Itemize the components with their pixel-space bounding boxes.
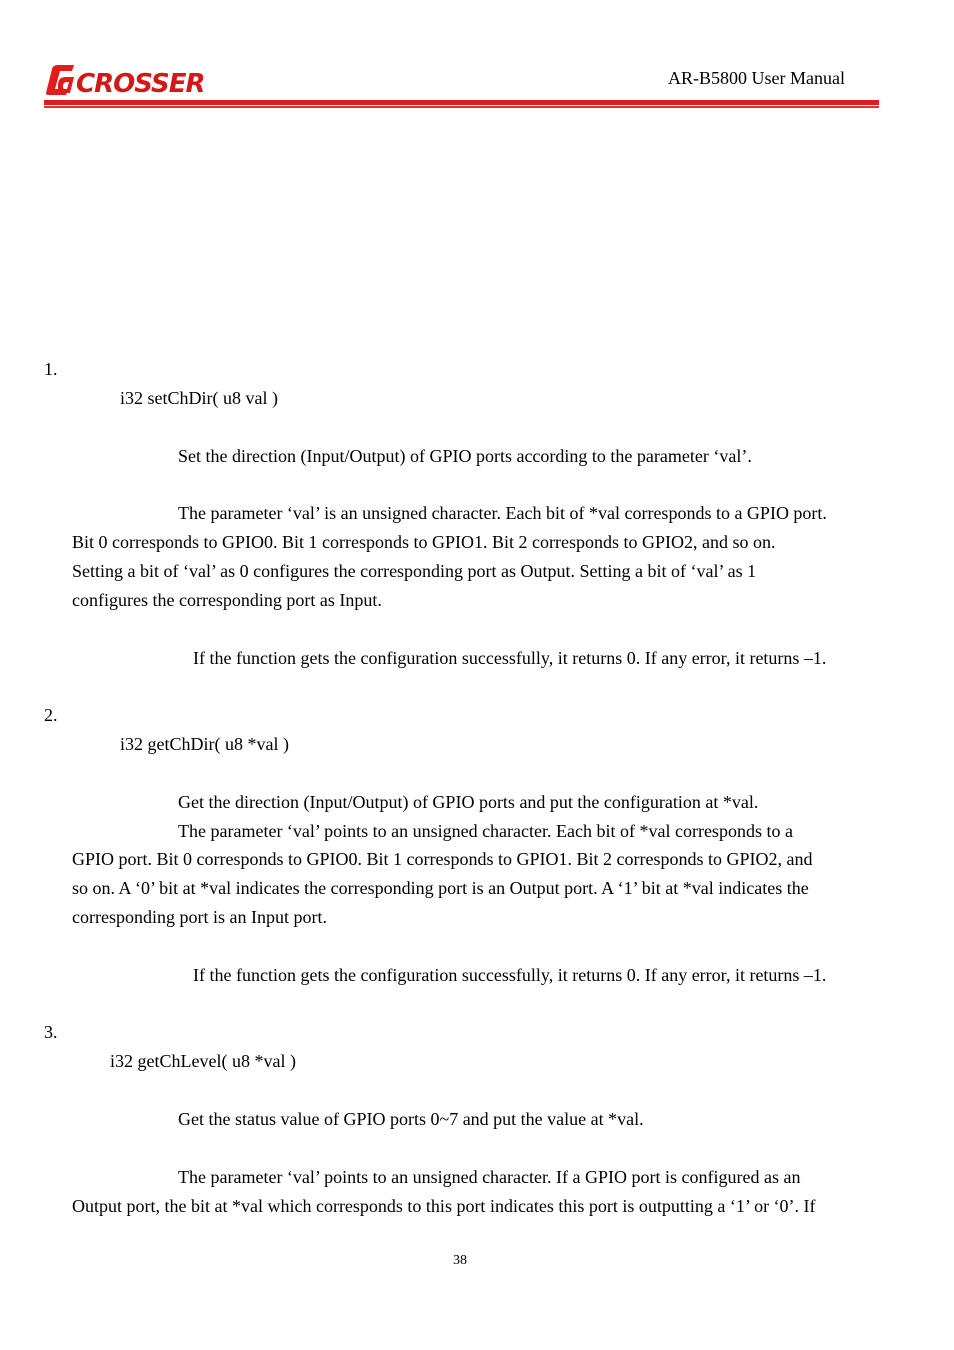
function-description: Get the direction (Input/Output) of GPIO ports and put the configuration at *val. (178, 792, 759, 812)
function-signature: i32 getChDir( u8 *val ) (120, 734, 289, 754)
parameter-text: GPIO port. Bit 0 corresponds to GPIO0. Bit 1 corresponds to GPIO1. Bit 2 corresponds to GPIO2, and (72, 849, 813, 869)
parameter-text: The parameter ‘val’ points to an unsigned character. If a GPIO port is configured as an (178, 1167, 801, 1187)
parameter-text: The parameter ‘val’ points to an unsigned character. Each bit of *val corresponds to a (178, 821, 793, 841)
parameter-text: corresponding port is an Input port. (72, 907, 327, 927)
function-description: Set the direction (Input/Output) of GPIO ports according to the parameter ‘val’. (178, 446, 752, 466)
parameter-text: The parameter ‘val’ is an unsigned character. Each bit of *val corresponds to a GPIO port. (178, 503, 827, 523)
section-number: 2. (44, 705, 58, 725)
section-number: 1. (44, 359, 58, 379)
return-text: If the function gets the configuration successfully, it returns 0. If any error, it returns –1. (193, 965, 827, 985)
function-signature: i32 getChLevel( u8 *val ) (110, 1051, 296, 1071)
function-description: Get the status value of GPIO ports 0~7 and put the value at *val. (178, 1109, 644, 1129)
acrosser-logo (44, 63, 204, 97)
section-number: 3. (44, 1022, 58, 1042)
parameter-text: Output port, the bit at *val which corresponds to this port indicates this port is outputting a ‘1’ or ‘0’. If (72, 1196, 816, 1216)
parameter-text: configures the corresponding port as Input. (72, 590, 382, 610)
page-number: 38 (453, 1253, 467, 1268)
svg-text:CROSSER: CROSSER (76, 69, 204, 97)
return-text: If the function gets the configuration successfully, it returns 0. If any error, it returns –1. (193, 648, 827, 668)
parameter-text: Bit 0 corresponds to GPIO0. Bit 1 corresponds to GPIO1. Bit 2 corresponds to GPIO2, and so on. (72, 532, 776, 552)
parameter-text: so on. A ‘0’ bit at *val indicates the corresponding port is an Output port. A ‘1’ bit at *val indicates the (72, 878, 809, 898)
header-rule (44, 100, 879, 105)
header-rule-thin (44, 106, 879, 108)
manual-title: AR-B5800 User Manual (668, 68, 845, 88)
function-signature: i32 setChDir( u8 val ) (120, 388, 278, 408)
parameter-text: Setting a bit of ‘val’ as 0 configures the corresponding port as Output. Setting a bit of ‘val’ as 1 (72, 561, 757, 581)
